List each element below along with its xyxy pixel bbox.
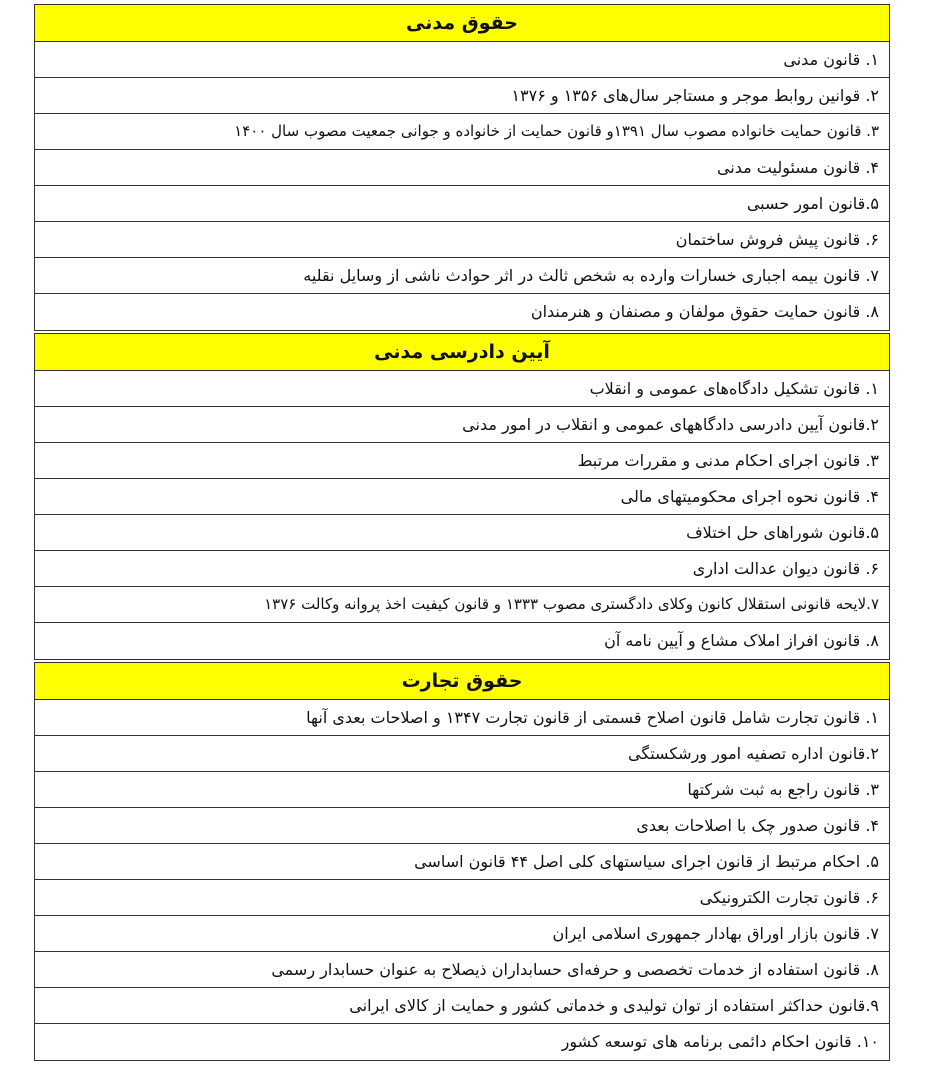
list-item: ۴. قانون نحوه اجرای محکومیتهای مالی <box>35 479 889 515</box>
list-item: ۵. احکام مرتبط از قانون اجرای سیاستهای کلی اصل ۴۴ قانون اساسی <box>35 844 889 880</box>
list-item: ۹.قانون حداکثر استفاده از توان تولیدی و خدماتی کشور و حمایت از کالای ایرانی <box>35 988 889 1024</box>
section-title: آیین دادرسی مدنی <box>35 334 889 371</box>
list-item: ۴. قانون مسئولیت مدنی <box>35 150 889 186</box>
list-item: ۳. قانون حمایت خانواده مصوب سال ۱۳۹۱و قانون حمایت از خانواده و جوانی جمعیت مصوب سال ۱۴۰۰ <box>35 114 889 150</box>
list-item: ۷. قانون بیمه اجباری خسارات وارده به شخص ثالث در اثر حوادث ناشی از وسایل نقلیه <box>35 258 889 294</box>
list-item: ۲. قوانین روابط موجر و مستاجر سال‌های ۱۳۵۶ و ۱۳۷۶ <box>35 78 889 114</box>
list-item: ۷. قانون بازار اوراق بهادار جمهوری اسلامی ایران <box>35 916 889 952</box>
list-item: ۳. قانون راجع به ثبت شرکتها <box>35 772 889 808</box>
list-item: ۵.قانون امور حسبی <box>35 186 889 222</box>
list-item: ۳. قانون اجرای احکام مدنی و مقررات مرتبط <box>35 443 889 479</box>
list-item: ۶. قانون دیوان عدالت اداری <box>35 551 889 587</box>
list-item: ۸. قانون استفاده از خدمات تخصصی و حرفه‌ای حسابداران ذیصلاح به عنوان حسابدار رسمی <box>35 952 889 988</box>
list-item: ۵.قانون شوراهای حل اختلاف <box>35 515 889 551</box>
section-title: حقوق تجارت <box>35 663 889 700</box>
list-item: ۶. قانون تجارت الکترونیکی <box>35 880 889 916</box>
list-item: ۴. قانون صدور چک با اصلاحات بعدی <box>35 808 889 844</box>
list-item: ۶. قانون پیش فروش ساختمان <box>35 222 889 258</box>
section-civil-law <box>34 4 890 331</box>
list-item: ۱. قانون تجارت شامل قانون اصلاح قسمتی از قانون تجارت ۱۳۴۷ و اصلاحات بعدی آنها <box>35 700 889 736</box>
section-title: حقوق مدنی <box>35 5 889 42</box>
section-civil-procedure <box>34 333 890 660</box>
list-item: ۲.قانون آیین دادرسی دادگاههای عمومی و انقلاب در امور مدنی <box>35 407 889 443</box>
list-item: ۲.قانون اداره تصفیه امور ورشکستگی <box>35 736 889 772</box>
list-item: ۸. قانون حمایت حقوق مولفان و مصنفان و هنرمندان <box>530 302 879 321</box>
list-item: ۸. قانون افراز املاک مشاع و آیین نامه آن <box>604 631 879 650</box>
section-commercial-law <box>34 662 890 1061</box>
list-item: ۱. قانون مدنی <box>35 42 889 78</box>
list-item: ۱. قانون تشکیل دادگاه‌های عمومی و انقلاب <box>35 371 889 407</box>
list-item: ۱۰. قانون احکام دائمی برنامه های توسعه کشور <box>561 1032 879 1051</box>
list-item: ۷.لایحه قانونی استقلال کانون وکلای دادگستری مصوب ۱۳۳۳ و قانون کیفیت اخذ پروانه وکالت ۱۳۷۶ <box>35 587 889 623</box>
